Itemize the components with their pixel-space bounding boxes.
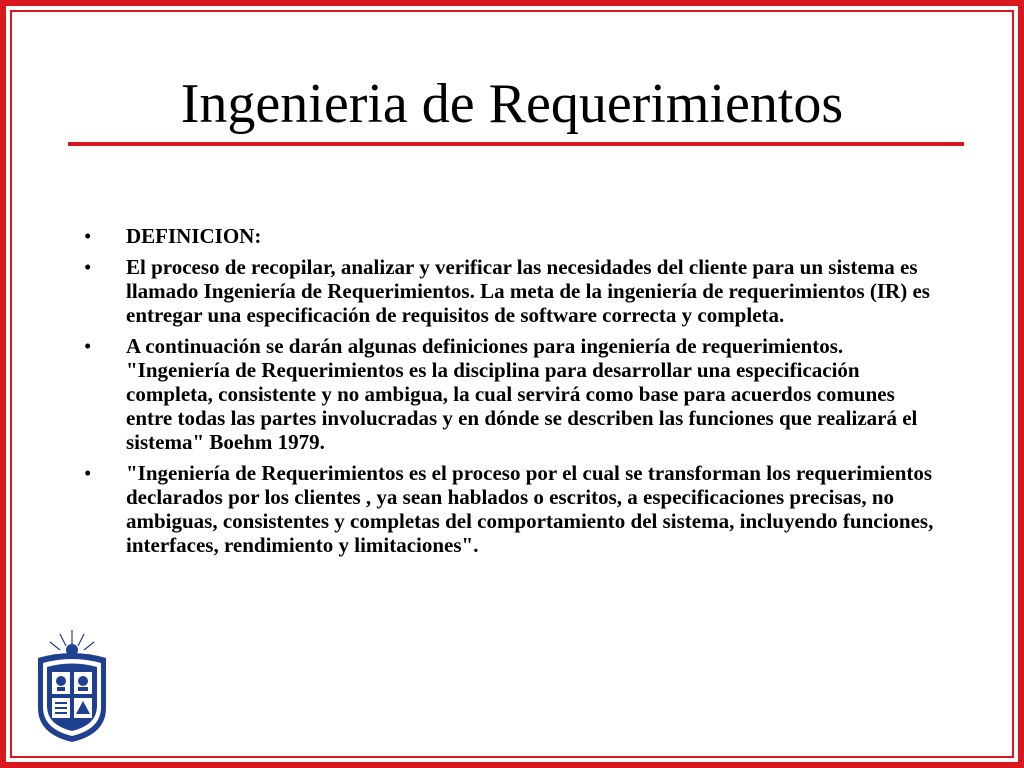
- bullet-item-definicion: [84, 224, 944, 248]
- bullet-item-transform: [84, 461, 944, 557]
- bullet-item-definitions: [84, 334, 944, 454]
- bullet-text: El proceso de recopilar, analizar y verificar las necesidades del cliente para un sistema es llamado Ingeniería de Requerimientos. La meta de la ingeniería de requerimientos (IR) es entregar una especificación de requisitos de software correcta y completa.: [126, 255, 930, 327]
- bullet-text: DEFINICION:: [126, 224, 262, 248]
- bullet-marker: •: [84, 224, 92, 248]
- university-crest-icon: [30, 628, 114, 746]
- bullet-text-group: [126, 334, 944, 454]
- bullet-marker: •: [84, 255, 92, 279]
- bullet-item-process: [84, 255, 944, 327]
- slide-title: Ingenieria de Requerimientos: [180, 73, 844, 135]
- bullet-list: [84, 224, 944, 564]
- title-underline: [68, 142, 964, 146]
- bullet-text: "Ingeniería de Requerimientos es el proceso por el cual se transforman los requerimientos declarados por los clientes , ya sean hablados o escritos, a especificaciones precisas, no ambiguas, consistentes y completas del comportamiento del sistema, incluyendo funciones, interfaces, rendimiento y limitaciones".: [126, 461, 934, 557]
- boehm-quote: "Ingeniería de Requerimientos es la disciplina para desarrollar una especificación completa, consistente y no ambigua, la cual servirá como base para acuerdos comunes entre todas las partes involucradas y en dónde se describen las funciones que realizará el sistema" Boehm 1979.: [126, 358, 918, 454]
- bullet-marker: •: [84, 461, 92, 485]
- bullet-marker: •: [84, 334, 92, 358]
- bullet-text: A continuación se darán algunas definiciones para ingeniería de requerimientos.: [126, 334, 844, 358]
